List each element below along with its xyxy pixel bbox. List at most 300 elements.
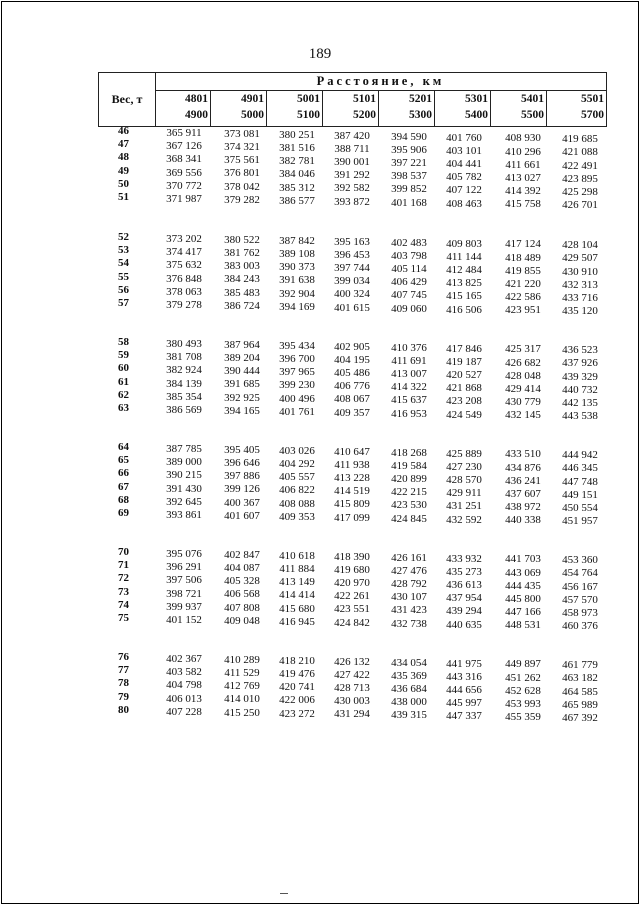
- value-cell: 420 527: [446, 368, 482, 381]
- value-cell: 434 054: [391, 656, 427, 669]
- value-cell: 403 101: [446, 144, 482, 157]
- value-cell: 390 373: [279, 261, 315, 274]
- range-from: 5401: [521, 93, 544, 105]
- value-cell: 399 230: [279, 379, 315, 392]
- value-cell: 408 930: [505, 132, 541, 145]
- value-cell: 370 772: [166, 179, 202, 192]
- value-cell: 422 491: [562, 159, 598, 172]
- value-cell: 413 825: [446, 277, 482, 290]
- value-cell: 427 230: [446, 460, 482, 473]
- value-cell: 397 221: [391, 156, 427, 169]
- value-cell: 390 444: [224, 365, 260, 378]
- value-cell: 417 846: [446, 342, 482, 355]
- value-cell: 421 088: [562, 146, 598, 159]
- value-cell: 384 139: [166, 377, 202, 390]
- value-cell: 391 430: [166, 482, 202, 495]
- value-cell: 413 149: [279, 576, 315, 589]
- weight-cell: 73: [118, 585, 129, 598]
- value-cell: 399 126: [224, 483, 260, 496]
- value-cell: 392 645: [166, 495, 202, 508]
- value-cell: 378 042: [224, 180, 260, 193]
- value-cell: 415 637: [391, 394, 427, 407]
- value-cell: 374 417: [166, 246, 202, 259]
- value-cell: 388 711: [334, 142, 370, 155]
- value-cell: 386 577: [279, 194, 315, 207]
- value-cell: 430 910: [562, 265, 598, 278]
- value-cell: 452 628: [505, 684, 541, 697]
- value-cell: 439 329: [562, 370, 598, 383]
- value-cell: 409 353: [279, 510, 315, 523]
- value-cell: 403 798: [391, 249, 427, 262]
- weight-cell: 74: [118, 598, 129, 611]
- value-cell: 467 392: [562, 712, 598, 725]
- value-cell: 453 360: [562, 554, 598, 567]
- value-cell: 451 957: [562, 515, 598, 528]
- weight-cell: 75: [118, 612, 129, 624]
- value-cell: 422 261: [334, 590, 370, 603]
- value-cell: 405 486: [334, 367, 370, 380]
- value-cell: 414 392: [505, 185, 541, 198]
- value-cell: 413 007: [391, 367, 427, 380]
- value-cell: 429 414: [505, 382, 541, 395]
- value-cell: 436 684: [391, 682, 427, 695]
- value-cell: 433 510: [505, 448, 541, 461]
- value-cell: 409 803: [446, 237, 482, 250]
- value-cell: 399 852: [391, 183, 427, 196]
- value-cell: 402 905: [334, 340, 370, 353]
- value-cell: 433 716: [562, 292, 598, 305]
- value-cell: 434 876: [505, 461, 541, 474]
- weight-cell: 67: [118, 480, 129, 493]
- range-from: 5101: [353, 93, 376, 105]
- value-cell: 397 886: [224, 470, 260, 483]
- value-cell: 420 899: [391, 472, 427, 485]
- value-cell: 421 220: [505, 277, 541, 290]
- value-cell: 417 124: [505, 238, 541, 251]
- range-from: 5501: [581, 93, 604, 105]
- value-cell: 420 970: [334, 577, 370, 590]
- range-header-cell: [435, 91, 491, 126]
- value-cell: 395 163: [334, 235, 370, 248]
- value-cell: 375 561: [224, 154, 260, 167]
- value-cell: 404 195: [334, 353, 370, 366]
- value-cell: 447 337: [446, 710, 482, 723]
- value-cell: 414 010: [224, 693, 260, 706]
- value-cell: 381 516: [279, 141, 315, 154]
- value-cell: 406 429: [391, 276, 427, 289]
- value-cell: 424 549: [446, 408, 482, 421]
- range-header-cell: [379, 91, 435, 126]
- value-cell: 392 925: [224, 391, 260, 404]
- value-cell: 419 855: [505, 264, 541, 277]
- value-cell: 440 635: [446, 618, 482, 631]
- value-cell: 429 911: [446, 487, 482, 500]
- value-cell: 443 069: [505, 566, 541, 579]
- value-cell: 426 682: [505, 356, 541, 369]
- value-cell: 395 076: [166, 548, 202, 560]
- value-cell: 410 376: [391, 341, 427, 354]
- weight-cell: 57: [118, 297, 129, 309]
- value-cell: 415 680: [279, 602, 315, 615]
- value-cell: 427 476: [391, 564, 427, 577]
- value-cell: 404 087: [224, 562, 260, 575]
- value-cell: 385 483: [224, 286, 260, 299]
- weight-cell: 46: [118, 125, 129, 137]
- value-cell: 389 204: [224, 352, 260, 365]
- value-cell: 440 732: [562, 383, 598, 396]
- value-cell: 399 937: [166, 600, 202, 613]
- value-cell: 401 152: [166, 614, 202, 626]
- value-cell: 444 435: [505, 579, 541, 592]
- value-cell: 400 496: [279, 392, 315, 405]
- range-header-cell: [547, 91, 606, 126]
- value-cell: 411 691: [391, 354, 427, 367]
- value-cell: 431 251: [446, 500, 482, 513]
- value-cell: 436 523: [562, 344, 598, 357]
- value-cell: 380 251: [279, 128, 315, 141]
- value-cell: 415 809: [334, 498, 370, 511]
- value-cell: 409 060: [391, 302, 427, 315]
- value-cell: 458 973: [562, 607, 598, 620]
- value-cell: 425 298: [562, 186, 598, 199]
- range-from: 5001: [297, 93, 320, 105]
- value-cell: 444 656: [446, 683, 482, 696]
- value-cell: 420 741: [279, 681, 315, 694]
- value-cell: 387 964: [224, 338, 260, 351]
- value-cell: 432 592: [446, 513, 482, 526]
- value-cell: 400 367: [224, 496, 260, 509]
- value-cell: 416 506: [446, 303, 482, 316]
- value-cell: 381 708: [166, 351, 202, 364]
- range-to: 5400: [465, 109, 488, 121]
- range-from: 4901: [241, 93, 264, 105]
- value-cell: 391 638: [279, 274, 315, 287]
- weight-cell: 72: [118, 572, 129, 585]
- value-cell: 374 321: [224, 141, 260, 154]
- value-cell: 405 782: [446, 171, 482, 184]
- value-cell: 423 272: [279, 707, 315, 720]
- page-number: 189: [308, 46, 332, 62]
- value-cell: 455 359: [505, 711, 541, 724]
- range-header-cell: [267, 91, 323, 126]
- value-cell: 428 792: [391, 577, 427, 590]
- weight-cell: 70: [118, 546, 129, 558]
- value-cell: 461 779: [562, 659, 598, 672]
- value-cell: 414 414: [279, 589, 315, 602]
- value-cell: 379 282: [224, 193, 260, 206]
- weight-cell: 59: [118, 349, 129, 362]
- value-cell: 454 764: [562, 567, 598, 580]
- value-cell: 408 067: [334, 393, 370, 406]
- value-cell: 438 000: [391, 696, 427, 709]
- value-cell: 394 165: [224, 404, 260, 417]
- value-cell: 382 924: [166, 364, 202, 377]
- value-cell: 418 268: [391, 446, 427, 459]
- weight-cell: 69: [118, 507, 129, 519]
- value-cell: 392 904: [279, 287, 315, 300]
- weight-cell: 71: [118, 559, 129, 572]
- value-cell: 378 063: [166, 285, 202, 298]
- value-cell: 391 292: [334, 169, 370, 182]
- weight-cell: 51: [118, 191, 129, 203]
- weight-cell: 65: [118, 454, 129, 467]
- value-cell: 450 554: [562, 502, 598, 515]
- value-cell: 415 165: [446, 290, 482, 303]
- range-header-cell: [155, 91, 211, 126]
- value-cell: 412 484: [446, 263, 482, 276]
- value-cell: 389 000: [166, 456, 202, 469]
- value-cell: 428 048: [505, 369, 541, 382]
- weight-cell: 54: [118, 257, 129, 270]
- value-cell: 439 294: [446, 605, 482, 618]
- weight-cell: 76: [118, 651, 129, 663]
- value-cell: 428 104: [562, 239, 598, 252]
- value-cell: 375 632: [166, 259, 202, 272]
- value-cell: 424 845: [391, 512, 427, 525]
- value-cell: 410 296: [505, 145, 541, 158]
- value-cell: 441 703: [505, 553, 541, 566]
- value-cell: 403 026: [279, 444, 315, 457]
- value-cell: 402 483: [391, 236, 427, 249]
- range-to: 5300: [409, 109, 432, 121]
- value-cell: 382 781: [279, 155, 315, 168]
- value-cell: 403 582: [166, 666, 202, 679]
- value-cell: 406 568: [224, 588, 260, 601]
- value-cell: 411 529: [224, 667, 260, 680]
- value-cell: 387 420: [334, 129, 370, 142]
- value-cell: 390 215: [166, 469, 202, 482]
- weight-cell: 52: [118, 231, 129, 243]
- value-cell: 404 441: [446, 157, 482, 170]
- value-cell: 432 145: [505, 409, 541, 422]
- value-cell: 409 357: [334, 406, 370, 419]
- weight-cell: 58: [118, 336, 129, 348]
- value-cell: 404 292: [279, 457, 315, 470]
- value-cell: 415 758: [505, 198, 541, 211]
- value-cell: 397 506: [166, 574, 202, 587]
- value-cell: 428 570: [446, 473, 482, 486]
- value-cell: 464 585: [562, 685, 598, 698]
- weight-cell: 64: [118, 441, 129, 453]
- value-cell: 381 762: [224, 247, 260, 260]
- value-cell: 437 607: [505, 487, 541, 500]
- value-cell: 443 538: [562, 410, 598, 423]
- value-cell: 385 312: [279, 181, 315, 194]
- range-from: 4801: [185, 93, 208, 105]
- value-cell: 425 317: [505, 343, 541, 356]
- value-cell: 429 507: [562, 252, 598, 265]
- value-cell: 373 081: [224, 127, 260, 140]
- range-from: 5301: [465, 93, 488, 105]
- value-cell: 405 557: [279, 471, 315, 484]
- value-cell: 432 313: [562, 278, 598, 291]
- weight-cell: 55: [118, 270, 129, 283]
- value-cell: 457 570: [562, 593, 598, 606]
- distance-header: Расстояние, км: [155, 73, 606, 91]
- value-cell: 422 215: [391, 486, 427, 499]
- value-cell: 446 345: [562, 462, 598, 475]
- weight-cell: 49: [118, 164, 129, 177]
- weight-cell: 77: [118, 664, 129, 677]
- value-cell: 394 169: [279, 300, 315, 313]
- value-cell: 371 987: [166, 193, 202, 205]
- value-cell: 431 294: [334, 708, 370, 721]
- value-cell: 396 646: [224, 457, 260, 470]
- value-cell: 393 872: [334, 195, 370, 208]
- value-cell: 391 685: [224, 378, 260, 391]
- value-cell: 421 868: [446, 382, 482, 395]
- value-cell: 367 126: [166, 140, 202, 153]
- value-cell: 413 228: [334, 472, 370, 485]
- value-cell: 422 006: [279, 694, 315, 707]
- weight-cell: 61: [118, 375, 129, 388]
- value-cell: 419 685: [562, 133, 598, 146]
- value-cell: 379 278: [166, 299, 202, 311]
- value-cell: 447 748: [562, 475, 598, 488]
- value-cell: 435 369: [391, 669, 427, 682]
- value-cell: 417 099: [334, 511, 370, 524]
- value-cell: 405 114: [391, 262, 427, 275]
- value-cell: 380 522: [224, 233, 260, 246]
- value-cell: 422 586: [505, 291, 541, 304]
- weight-cell: 78: [118, 677, 129, 690]
- value-cell: 407 745: [391, 289, 427, 302]
- value-cell: 428 713: [334, 682, 370, 695]
- weight-cell: 48: [118, 151, 129, 164]
- value-cell: 398 537: [391, 170, 427, 183]
- value-cell: 442 135: [562, 397, 598, 410]
- value-cell: 419 680: [334, 563, 370, 576]
- value-cell: 401 607: [224, 509, 260, 522]
- weight-cell: 56: [118, 283, 129, 296]
- weight-cell: 66: [118, 467, 129, 480]
- value-cell: 410 647: [334, 445, 370, 458]
- value-cell: 416 953: [391, 407, 427, 420]
- value-cell: 412 769: [224, 680, 260, 693]
- weight-column-header: Вес, т: [99, 73, 156, 126]
- value-cell: 423 208: [446, 395, 482, 408]
- weight-cell: 80: [118, 703, 129, 716]
- value-cell: 453 993: [505, 697, 541, 710]
- value-cell: 395 405: [224, 443, 260, 456]
- value-cell: 376 801: [224, 167, 260, 180]
- range-to: 4900: [185, 109, 208, 121]
- weight-cell: 50: [118, 177, 129, 190]
- value-cell: 406 822: [279, 484, 315, 497]
- value-cell: 419 187: [446, 355, 482, 368]
- value-cell: 396 453: [334, 248, 370, 261]
- value-cell: 463 182: [562, 672, 598, 685]
- value-cell: 431 423: [391, 604, 427, 617]
- value-cell: 402 367: [166, 653, 202, 665]
- value-cell: 444 942: [562, 449, 598, 462]
- value-cell: 395 906: [391, 143, 427, 156]
- value-cell: 409 048: [224, 614, 260, 627]
- range-header-cell: [211, 91, 267, 126]
- weight-cell: 47: [118, 138, 129, 151]
- value-cell: 404 798: [166, 679, 202, 692]
- value-cell: 369 556: [166, 166, 202, 179]
- value-cell: 426 161: [391, 551, 427, 564]
- scan-mark: [280, 893, 288, 894]
- value-cell: 397 744: [334, 262, 370, 275]
- value-cell: 373 202: [166, 233, 202, 245]
- range-to: 5500: [521, 109, 544, 121]
- value-cell: 418 210: [279, 654, 315, 667]
- value-cell: 430 779: [505, 396, 541, 409]
- value-cell: 405 328: [224, 575, 260, 588]
- value-cell: 435 273: [446, 565, 482, 578]
- value-cell: 395 434: [279, 339, 315, 352]
- value-cell: 407 122: [446, 184, 482, 197]
- value-cell: 401 168: [391, 196, 427, 209]
- weight-cell: 79: [118, 690, 129, 703]
- range-to: 5700: [581, 109, 604, 121]
- value-cell: 407 228: [166, 705, 202, 718]
- value-cell: 456 167: [562, 580, 598, 593]
- table-body: [98, 127, 607, 767]
- value-cell: 437 926: [562, 357, 598, 370]
- value-cell: 425 889: [446, 447, 482, 460]
- value-cell: 423 551: [334, 603, 370, 616]
- value-cell: 418 390: [334, 550, 370, 563]
- value-cell: 423 951: [505, 304, 541, 317]
- range-to: 5100: [297, 109, 320, 121]
- value-cell: 436 613: [446, 578, 482, 591]
- value-cell: 365 911: [166, 127, 202, 139]
- range-to: 5000: [241, 109, 264, 121]
- value-cell: 435 120: [562, 305, 598, 318]
- value-cell: 427 422: [334, 668, 370, 681]
- value-cell: 386 724: [224, 299, 260, 312]
- value-cell: 430 003: [334, 695, 370, 708]
- value-cell: 410 618: [279, 549, 315, 562]
- value-cell: 441 975: [446, 657, 482, 670]
- value-cell: 426 701: [562, 199, 598, 212]
- value-cell: 445 997: [446, 697, 482, 710]
- value-cell: 451 262: [505, 671, 541, 684]
- value-cell: 438 972: [505, 501, 541, 514]
- value-cell: 436 241: [505, 474, 541, 487]
- table-header: [98, 72, 607, 127]
- value-cell: 423 530: [391, 499, 427, 512]
- value-cell: 401 615: [334, 301, 370, 314]
- value-cell: 460 376: [562, 620, 598, 633]
- value-cell: 401 761: [279, 405, 315, 418]
- value-cell: 411 144: [446, 250, 482, 263]
- value-cell: 423 895: [562, 172, 598, 185]
- value-cell: 402 847: [224, 548, 260, 561]
- value-cell: 396 700: [279, 352, 315, 365]
- value-cell: 394 590: [391, 130, 427, 143]
- value-cell: 400 324: [334, 288, 370, 301]
- value-cell: 407 808: [224, 601, 260, 614]
- value-cell: 437 954: [446, 592, 482, 605]
- value-cell: 384 243: [224, 273, 260, 286]
- value-cell: 415 250: [224, 706, 260, 719]
- value-cell: 416 945: [279, 615, 315, 628]
- range-to: 5200: [353, 109, 376, 121]
- value-cell: 440 338: [505, 514, 541, 527]
- value-cell: 406 776: [334, 380, 370, 393]
- value-cell: 443 316: [446, 670, 482, 683]
- value-cell: 419 584: [391, 459, 427, 472]
- value-cell: 414 519: [334, 485, 370, 498]
- value-cell: 465 989: [562, 698, 598, 711]
- value-cell: 406 013: [166, 692, 202, 705]
- value-cell: 445 800: [505, 592, 541, 605]
- value-cell: 398 721: [166, 587, 202, 600]
